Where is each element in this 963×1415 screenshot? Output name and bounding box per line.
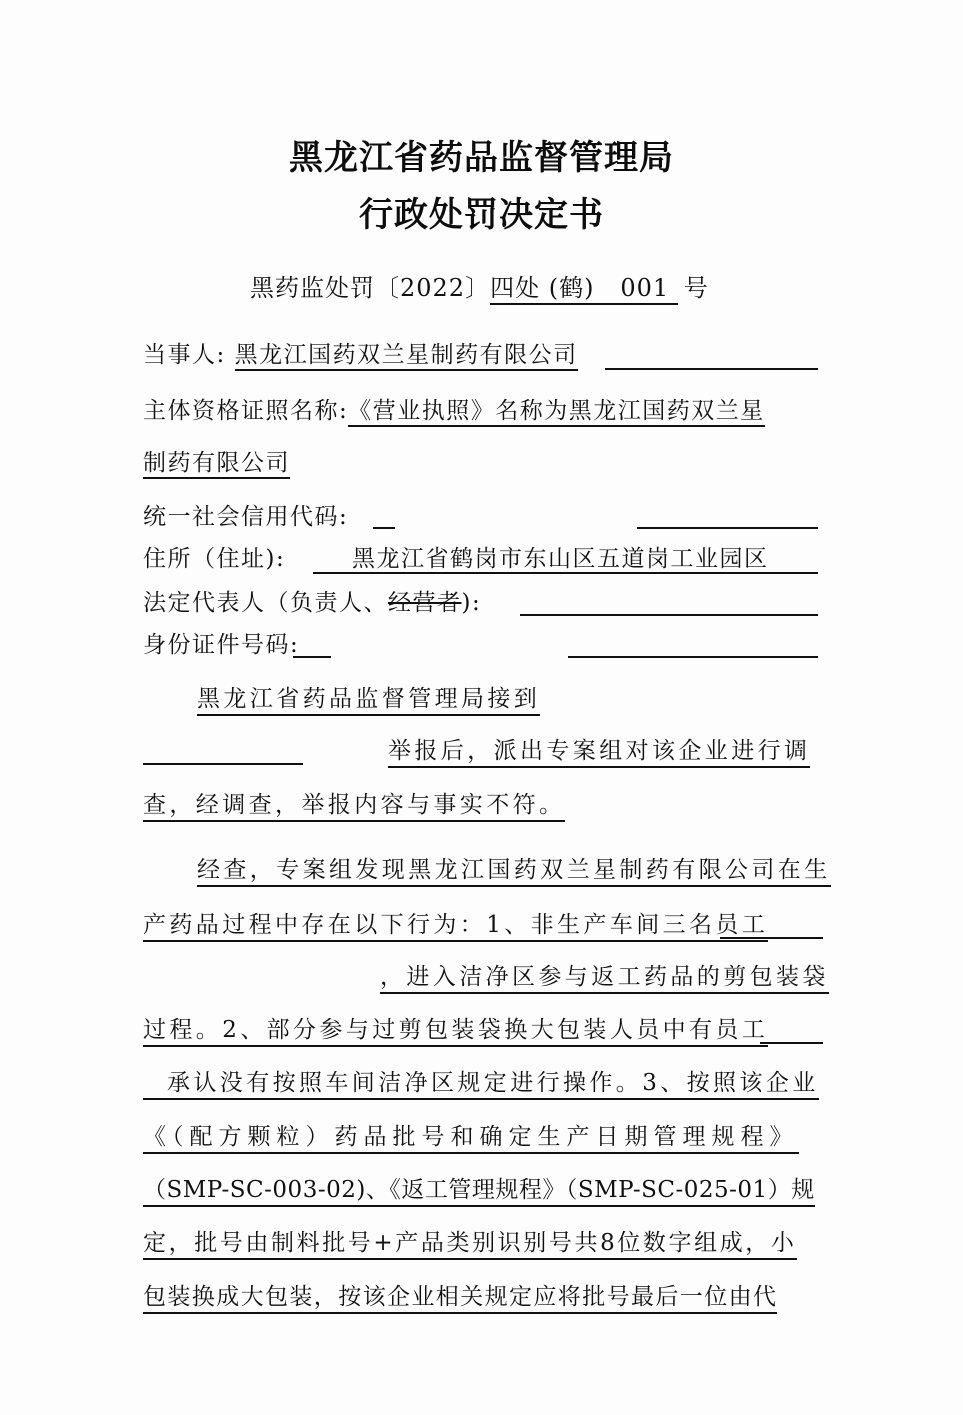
- credit-code-underline-start: [373, 527, 395, 529]
- redacted-underline-3: [760, 1042, 823, 1044]
- paragraph-2-line-3: ，进入洁净区参与返工药品的剪包装袋: [380, 962, 963, 992]
- paragraph-1-line-2: 举报后，派出专案组对该企业进行调: [388, 736, 963, 766]
- party-label: 当事人:: [143, 342, 226, 368]
- address-field: [143, 544, 285, 574]
- paragraph-2-line-2: 产药品过程中存在以下行为：1、非生产车间三名员工: [143, 910, 823, 940]
- license-field-cont: [143, 448, 290, 478]
- document-type-title: 行政处罚决定书: [359, 195, 604, 235]
- doc-number-prefix: 黑药监处罚〔2022〕: [250, 274, 491, 302]
- paragraph-1-line-3: 查，经调查，举报内容与事实不符。: [143, 790, 823, 820]
- id-number-field: [143, 630, 299, 660]
- credit-code-underline-end: [637, 527, 818, 529]
- credit-code-field: [143, 502, 348, 532]
- party-value: 黑龙江国药双兰星制药有限公司: [235, 342, 578, 371]
- redacted-underline-2: [720, 937, 823, 939]
- paragraph-2-line-4: 过程。2、部分参与过剪包装袋换大包装人员中有员工: [143, 1015, 823, 1045]
- doc-number-suffix: 号: [683, 274, 709, 302]
- paragraph-2-line-6: 《（配方颗粒）药品批号和确定生产日期管理规程》: [143, 1122, 823, 1152]
- address-label: 住所（住址):: [143, 546, 286, 572]
- license-field: [143, 396, 765, 426]
- legal-rep-underline: [520, 614, 818, 616]
- address-value: 黑龙江省鹤岗市东山区五道岗工业园区: [352, 546, 769, 572]
- paragraph-2-line-9: 包装换成大包装，按该企业相关规定应将批号最后一位由代: [143, 1282, 823, 1312]
- legal-rep-label-end: ):: [461, 590, 482, 616]
- paragraph-1-line-1: 黑龙江省药品监督管理局接到: [197, 684, 877, 714]
- document-number: [250, 268, 709, 303]
- party-field: [143, 340, 578, 370]
- id-underline-end: [568, 656, 818, 658]
- license-label: 主体资格证照名称:: [143, 398, 349, 424]
- credit-code-label: 统一社会信用代码:: [143, 504, 349, 530]
- legal-rep-field: [143, 588, 481, 618]
- doc-number-serial: 四处 (鹤) 001: [490, 274, 678, 305]
- party-underline: [605, 368, 818, 370]
- redacted-underline: [143, 763, 303, 765]
- license-value-line1: 《营业执照》名称为黑龙江国药双兰星: [348, 398, 765, 427]
- paragraph-2-line-1: 经查，专案组发现黑龙江国药双兰星制药有限公司在生: [197, 855, 877, 885]
- legal-rep-label-struck: 经营者: [388, 590, 462, 616]
- issuing-authority-title: 黑龙江省药品监督管理局: [289, 138, 674, 178]
- paragraph-2-line-8: 定，批号由制料批号+产品类别识别号共8位数字组成，小: [143, 1228, 823, 1258]
- address-value-wrap: [352, 544, 769, 574]
- id-underline-start: [293, 656, 331, 658]
- legal-rep-label: 法定代表人（负责人、: [143, 590, 388, 616]
- paragraph-2-line-5: 承认没有按照车间洁净区规定进行操作。3、按照该企业: [143, 1068, 823, 1098]
- id-number-label: 身份证件号码:: [143, 632, 300, 658]
- license-value-line2: 制药有限公司: [143, 450, 290, 479]
- paragraph-2-line-7: （SMP-SC-003-02)、《返工管理规程》（SMP-SC-025-01）规: [143, 1175, 823, 1205]
